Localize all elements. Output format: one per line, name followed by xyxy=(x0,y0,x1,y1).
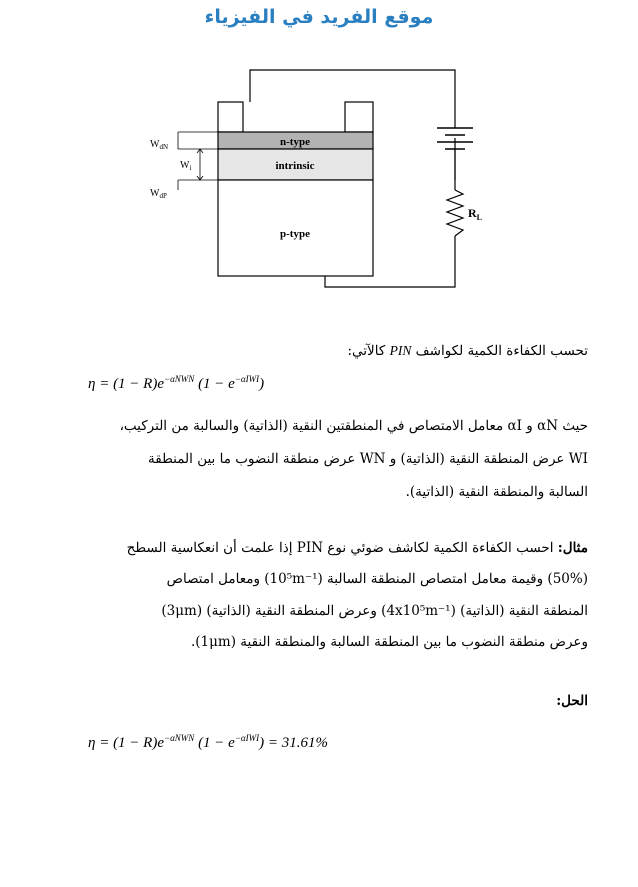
solution-label: الحل: xyxy=(556,693,588,709)
where-line-1: حيث αN و αI معامل الامتصاص في المنطقتين النقية (الذاتية) والسالبة من التركيب، xyxy=(119,418,588,434)
intro-line: تحسب الكفاءة الكمية لكواشف PIN كالآتي: xyxy=(347,343,588,359)
example-line-4: وعرض منطقة النضوب ما بين المنطقة السالبة والمنطقة النقية (1μm). xyxy=(190,634,588,650)
example-label: مثال: xyxy=(557,540,588,556)
contact-left xyxy=(218,102,243,132)
wi-label: $W_i$ xyxy=(180,160,192,172)
formula-1: $\eta = (1 - R)e^{-\alpha NWN}$ $(1 - e^{-\alpha IWI})$ xyxy=(88,374,265,392)
n-type-label: n-type xyxy=(280,136,310,148)
wdn-label: $W_{dN}$ xyxy=(150,139,169,151)
rl-label: $R_L$ xyxy=(468,206,483,222)
contact-right xyxy=(345,102,373,132)
resistor-icon xyxy=(447,190,463,236)
pin-diagram xyxy=(0,40,638,310)
where-line-3: السالبة والمنطقة النقية (الذاتية). xyxy=(405,484,588,500)
intrinsic-label: intrinsic xyxy=(275,160,315,172)
p-type-label: p-type xyxy=(280,228,310,240)
where-line-2: WI عرض المنطقة النقية (الذاتية) و WN عرض منطقة النضوب ما بين المنطقة xyxy=(148,451,588,467)
site-title: موقع الفريد في الفيزياء xyxy=(204,6,434,28)
example-line-3: المنطقة النقية (الذاتية) (4x10⁵m⁻¹) وعرض المنطقة النقية (الذاتية) (3μm) xyxy=(161,603,588,619)
example-line-1: مثال: احسب الكفاءة الكمية لكاشف ضوئي نوع PIN إذا علمت أن انعكاسية السطح xyxy=(126,540,588,556)
formula-2: $\eta = (1 - R)e^{-\alpha NWN}$ $(1 - e^{-\alpha IWI}) = 31.61\%$ xyxy=(88,733,329,751)
example-line-2: (50%) وقيمة معامل امتصاص المنطقة السالبة (10⁵m⁻¹) ومعامل امتصاص xyxy=(166,571,588,587)
wdp-label: $W_{dP}$ xyxy=(150,188,167,200)
battery-icon xyxy=(437,128,473,180)
